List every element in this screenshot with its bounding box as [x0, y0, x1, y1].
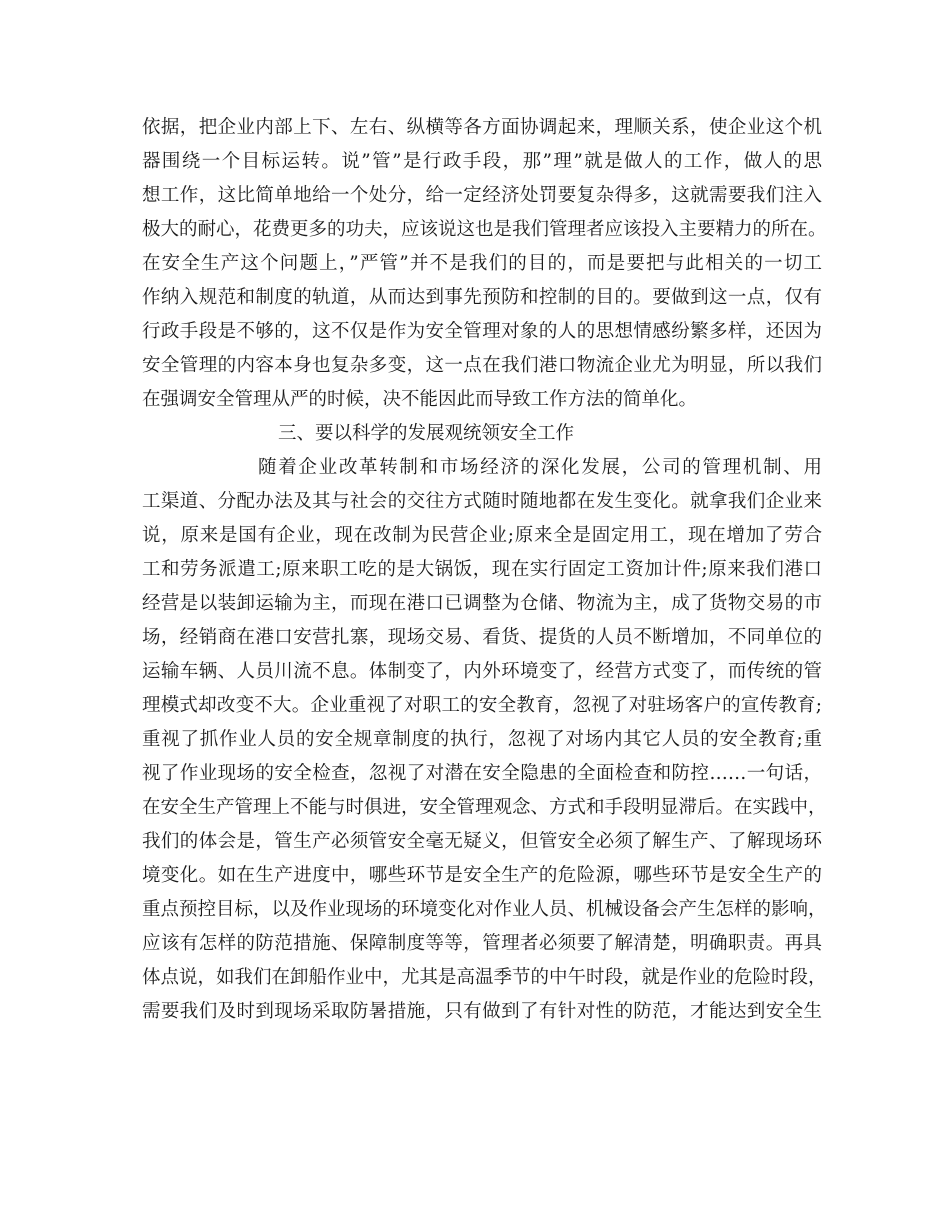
body-text-line: 说，原来是国有企业，现在改制为民营企业;原来全是固定用工，现在增加了劳合 [142, 525, 822, 546]
body-text-line: 重视了抓作业人员的安全规章制度的执行，忽视了对场内其它人员的安全教育;重 [142, 729, 822, 750]
body-text-line: 作纳入规范和制度的轨道，从而达到事先预防和控制的目的。要做到这一点，仅有 [142, 287, 822, 308]
body-text-line: 理模式却改变不大。企业重视了对职工的安全教育，忽视了对驻场客户的宣传教育; [142, 695, 822, 716]
body-text-line: 经营是以装卸运输为主，而现在港口已调整为仓储、物流为主，成了货物交易的市 [142, 593, 822, 614]
body-text-line: 工和劳务派遣工;原来职工吃的是大锅饭，现在实行固定工资加计件;原来我们港口 [142, 559, 822, 580]
body-text-line: 安全管理的内容本身也复杂多变，这一点在我们港口物流企业尤为明显，所以我们 [142, 355, 822, 376]
body-text-line: 工渠道、分配办法及其与社会的交往方式随时随地都在发生变化。就拿我们企业来 [142, 491, 822, 512]
body-text-line: 应该有怎样的防范措施、保障制度等等，管理者必须要了解清楚，明确职责。再具 [142, 933, 822, 954]
body-text-line: 体点说，如我们在卸船作业中，尤其是高温季节的中午时段，就是作业的危险时段， [142, 967, 827, 988]
paragraph-first-line: 随着企业改革转制和市场经济的深化发展，公司的管理机制、用 [258, 457, 822, 478]
body-text-line: 境变化。如在生产进度中，哪些环节是安全生产的危险源，哪些环节是安全生产的 [142, 865, 822, 886]
body-text-line: 在强调安全管理从严的时候，决不能因此而导致工作方法的简单化。 [142, 389, 698, 410]
body-text-line: 器围绕一个目标运转。说”管”是行政手段，那”理”就是做人的工作，做人的思 [142, 151, 822, 172]
body-text-line: 依据，把企业内部上下、左右、纵横等各方面协调起来，理顺关系，使企业这个机 [142, 117, 822, 138]
body-text-line: 在安全生产管理上不能与时俱进，安全管理观念、方式和手段明显滞后。在实践中， [142, 797, 827, 818]
body-text-line: 场，经销商在港口安营扎寨，现场交易、看货、提货的人员不断增加，不同单位的 [142, 627, 822, 648]
body-text-line: 运输车辆、人员川流不息。体制变了，内外环境变了，经营方式变了，而传统的管 [142, 661, 822, 682]
body-text-line: 视了作业现场的安全检查，忽视了对潜在安全隐患的全面检查和防控……一句话， [142, 763, 822, 784]
body-text-line: 需要我们及时到现场采取防暑措施，只有做到了有针对性的防范，才能达到安全生 [142, 1001, 822, 1022]
body-text-line: 想工作，这比简单地给一个处分，给一定经济处罚要复杂得多，这就需要我们注入 [142, 185, 822, 206]
body-text-line: 极大的耐心，花费更多的功夫，应该说这也是我们管理者应该投入主要精力的所在。 [142, 219, 827, 240]
section-heading: 三、要以科学的发展观统领安全工作 [278, 423, 575, 444]
body-text-line: 我们的体会是，管生产必须管安全毫无疑义，但管安全必须了解生产、了解现场环 [142, 831, 822, 852]
body-text-line: 重点预控目标，以及作业现场的环境变化对作业人员、机械设备会产生怎样的影响， [142, 899, 827, 920]
body-text-line: 在安全生产这个问题上，”严管”并不是我们的目的，而是要把与此相关的一切工 [142, 253, 822, 274]
body-text-line: 行政手段是不够的，这不仅是作为安全管理对象的人的思想情感纷繁多样，还因为 [142, 321, 822, 342]
